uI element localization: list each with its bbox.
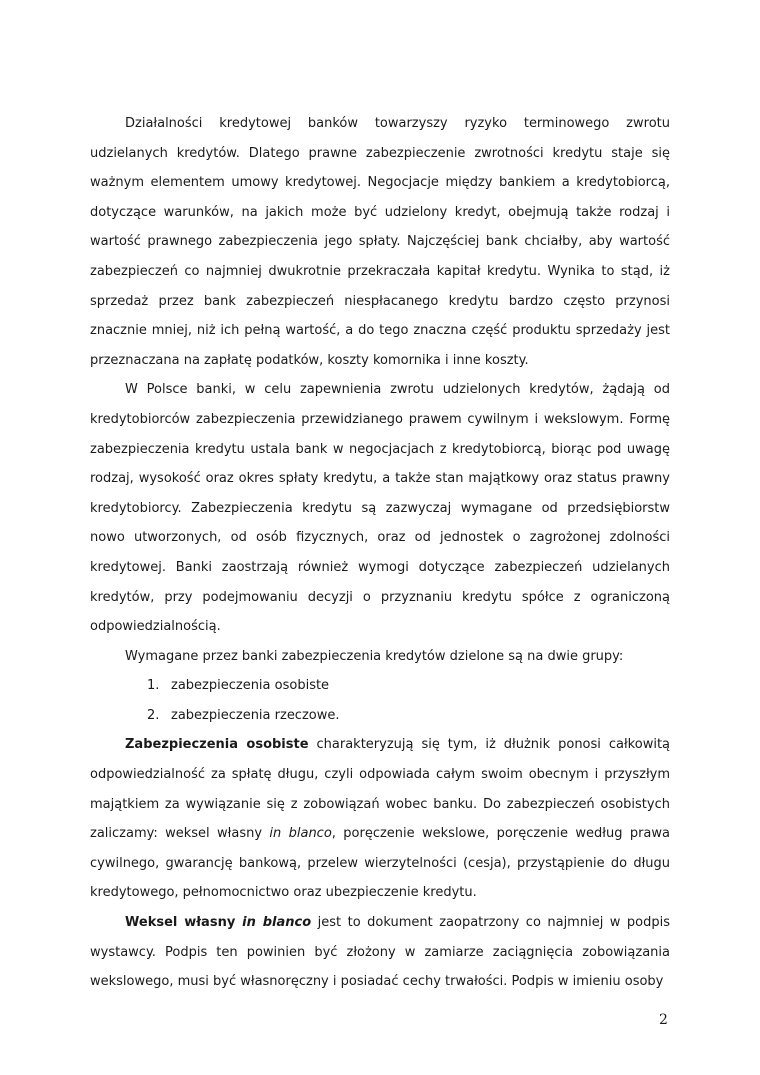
document-body: [90, 109, 670, 997]
list-item-text: zabezpieczenia osobiste: [171, 678, 330, 694]
paragraph: [90, 109, 670, 375]
paragraph: [90, 642, 670, 672]
list-item: [90, 701, 670, 731]
bold-term: Weksel własny: [125, 915, 243, 931]
list-item: [90, 671, 670, 701]
paragraph-text: Wymagane przez banki zabezpieczenia kredytów dzielone są na dwie grupy:: [125, 648, 624, 664]
bold-italic-term: in blanco: [242, 915, 312, 931]
list-item-number: 1.: [147, 678, 160, 694]
bold-term: Zabezpieczenia osobiste: [125, 737, 309, 753]
paragraph: [90, 908, 670, 997]
list-item-text: zabezpieczenia rzeczowe.: [171, 707, 340, 723]
paragraph-text: W Polsce banki, w celu zapewnienia zwrotu udzielonych kredytów, żądają od kredytobiorców zabezpieczenia przewidzianego prawem cywilnym i wekslowym. Formę zabezpieczenia kredytu ustala bank w negocjacjach z kredytobiorcą, biorąc pod uwagę rodzaj, wysokość oraz okres spłaty kredytu, a także stan majątkowy oraz status prawny kredytobiorcy. Zabezpieczenia kredytu są zazwyczaj wymagane od przedsiębiorstw nowo utworzonych, od osób fizycznych, oraz od jednostek o zagrożonej zdolności kredytowej. Banki zaostrzają również wymogi dotyczące zabezpieczeń udzielanych kredytów, przy podejmowaniu decyzji o przyznaniu kredytu spółce z ograniczoną odpowiedzialnością.: [90, 382, 670, 635]
paragraph: [90, 730, 670, 908]
security-types-list: [90, 671, 670, 730]
paragraph-text: , poręczenie wekslowe, poręczenie według prawa cywilnego, gwarancję bankową, przelew wierzytelności (cesja), przystąpienie do długu kredytowego, pełnomocnictwo oraz ubezpieczenie kredytu.: [90, 826, 670, 901]
paragraph-text: Działalności kredytowej banków towarzyszy ryzyko terminowego zwrotu udzielanych kredytów. Dlatego prawne zabezpieczenie zwrotności kredytu staje się ważnym elementem umowy kredytowej. Negocjacje między bankiem a kredytobiorcą, dotyczące warunków, na jakich może być udzielony kredyt, obejmują także rodzaj i wartość prawnego zabezpieczenia jego spłaty. Najczęściej bank chciałby, aby wartość zabezpieczeń co najmniej dwukrotnie przekraczała kapitał kredytu. Wynika to stąd, iż sprzedaż przez bank zabezpieczeń niespłacanego kredytu bardzo często przynosi znacznie mniej, niż ich pełną wartość, a do tego znaczna część produktu sprzedaży jest przeznaczana na zapłatę podatków, koszty komornika i inne koszty.: [90, 116, 670, 368]
page-number: 2: [659, 1012, 668, 1028]
italic-term: in blanco: [269, 826, 332, 842]
paragraph: [90, 375, 670, 641]
paragraph-text: charakteryzują się tym, iż dłużnik ponosi całkowitą odpowiedzialność za spłatę długu, czyli odpowiada całym swoim obecnym i przyszłym majątkiem za wywiązanie się z zobowiązań wobec banku. Do zabezpieczeń osobistych zaliczamy: weksel własny: [90, 737, 671, 842]
paragraph-text: jest to dokument zaopatrzony co najmniej w podpis wystawcy. Podpis ten powinien być złożony w zamiarze zaciągnięcia zobowiązania wekslowego, musi być własnoręczny i posiadać cechy trwałości. Podpis w imieniu osoby: [90, 915, 670, 990]
list-item-number: 2.: [147, 707, 160, 723]
